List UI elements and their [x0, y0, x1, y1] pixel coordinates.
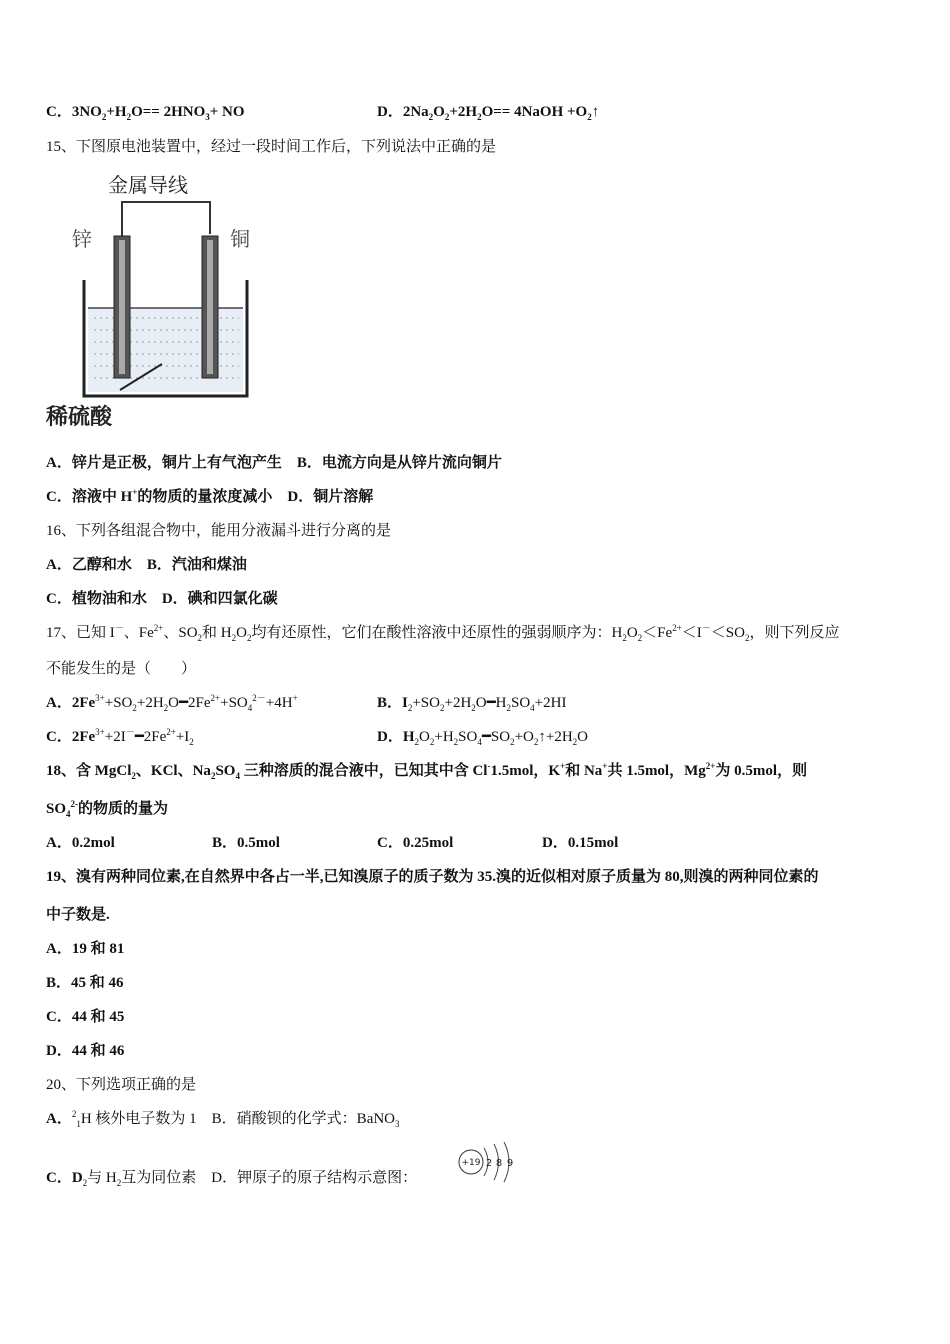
- wire-label: 金属导线: [108, 173, 188, 197]
- q18-option-c: C．0.25mol: [377, 835, 454, 851]
- q18-option-d: D．0.15mol: [542, 835, 619, 851]
- q19-option-c: C．44 和 45: [46, 1009, 125, 1025]
- q20-stem: 20、下列选项正确的是: [46, 1077, 197, 1093]
- q17-option-a: A．$2Fe^{3+}+SO_2+2H_2O━2Fe^{2+}+SO_4^{2-}+4H^+$: [46, 693, 298, 713]
- metal-wire: [122, 202, 210, 304]
- q15-options-ab: A．锌片是正极，铜片上有气泡产生 B．电流方向是从锌片流向铜片: [46, 455, 502, 471]
- q14-option-d: D．$2Na_2O_2+2H_2O==$ 4NaOH $+O_2↑$: [377, 104, 600, 122]
- q16-options-ab: A．乙醇和水 B．汽油和煤油: [46, 557, 247, 573]
- zinc-label: 锌: [72, 227, 92, 251]
- q18-option-b: B．0.5mol: [212, 835, 280, 851]
- shell-2-electrons: 8: [495, 1158, 503, 1169]
- q20-options-cd: C．$D_2$与 $H_2$互为同位素 D．钾原子的原子结构示意图：: [46, 1170, 418, 1188]
- q20-options-ab: A．$^2_1$H 核外电子数为 1 B．硝酸钡的化学式：BaNO$_3$: [46, 1109, 400, 1129]
- q14-option-c: C．$3NO_2+H_2O== 2HNO_3+$ NO: [46, 104, 245, 122]
- q15-stem: 15、下图原电池装置中，经过一段时间工作后，下列说法中正确的是: [46, 139, 497, 155]
- q15-options-cd: C．溶液中 H+的物质的量浓度减小 D．铜片溶解: [46, 487, 374, 505]
- q17-option-d: D．$H_2O_2+H_2SO_4━SO_2+O_2↑+2H_2O$: [377, 729, 588, 747]
- q16-options-cd: C．植物油和水 D．碘和四氯化碳: [46, 591, 278, 607]
- nucleus-charge: +19: [461, 1158, 481, 1168]
- q19-option-b: B．45 和 46: [46, 975, 124, 991]
- q19-stem-line1: 19、溴有两种同位素,在自然界中各占一半,已知溴原子的质子数为 35.溴的近似相对原子质量为 80,则溴的两种同位素的: [46, 869, 819, 885]
- q17-stem-line2: 不能发生的是（ ）: [46, 661, 197, 677]
- solution: [88, 308, 243, 392]
- q17-option-c: C．$2Fe^{3+}+2I^-━2Fe^{2+}+I_2$: [46, 727, 194, 747]
- q19-option-d: D．44 和 46: [46, 1043, 125, 1059]
- shell-3-electrons: 9: [506, 1158, 514, 1169]
- potassium-atom-diagram: [456, 1140, 518, 1184]
- galvanic-cell-figure: [44, 168, 254, 438]
- q18-stem-line2: $SO_4^{2-}$的物质的量为: [46, 799, 169, 819]
- q16-stem: 16、下列各组混合物中，能用分液漏斗进行分离的是: [46, 523, 392, 539]
- q19-stem-line2: 中子数是.: [46, 907, 110, 923]
- q17-stem-line1: 17、已知 I－、$Fe^{2+}$、$SO_2$和 $H_2O_2$均有还原性，它们在酸性溶液中还原性的强弱顺序为：$H_2O_2<Fe^{2+}<I^-<SO_2$，则下列反应: [46, 623, 840, 643]
- shell-1-electrons: 2: [485, 1158, 493, 1169]
- q18-stem-line1: 18、含 MgCl$_2$、KCl、$Na_2SO_4$ 三种溶质的混合液中，已知其中含 Cl-1.5mol，K+和 Na+共 1.5mol，$Mg^{2+}$为 0.5mol，则: [46, 761, 808, 781]
- q18-option-a: A．0.2mol: [46, 835, 115, 851]
- copper-label: 铜: [230, 227, 250, 251]
- q17-option-b: B．$I_2+SO_2+2H_2O━H_2SO_4+2HI$: [377, 695, 567, 713]
- solution-label: 稀硫酸: [46, 405, 113, 430]
- q19-option-a: A．19 和 81: [46, 941, 125, 957]
